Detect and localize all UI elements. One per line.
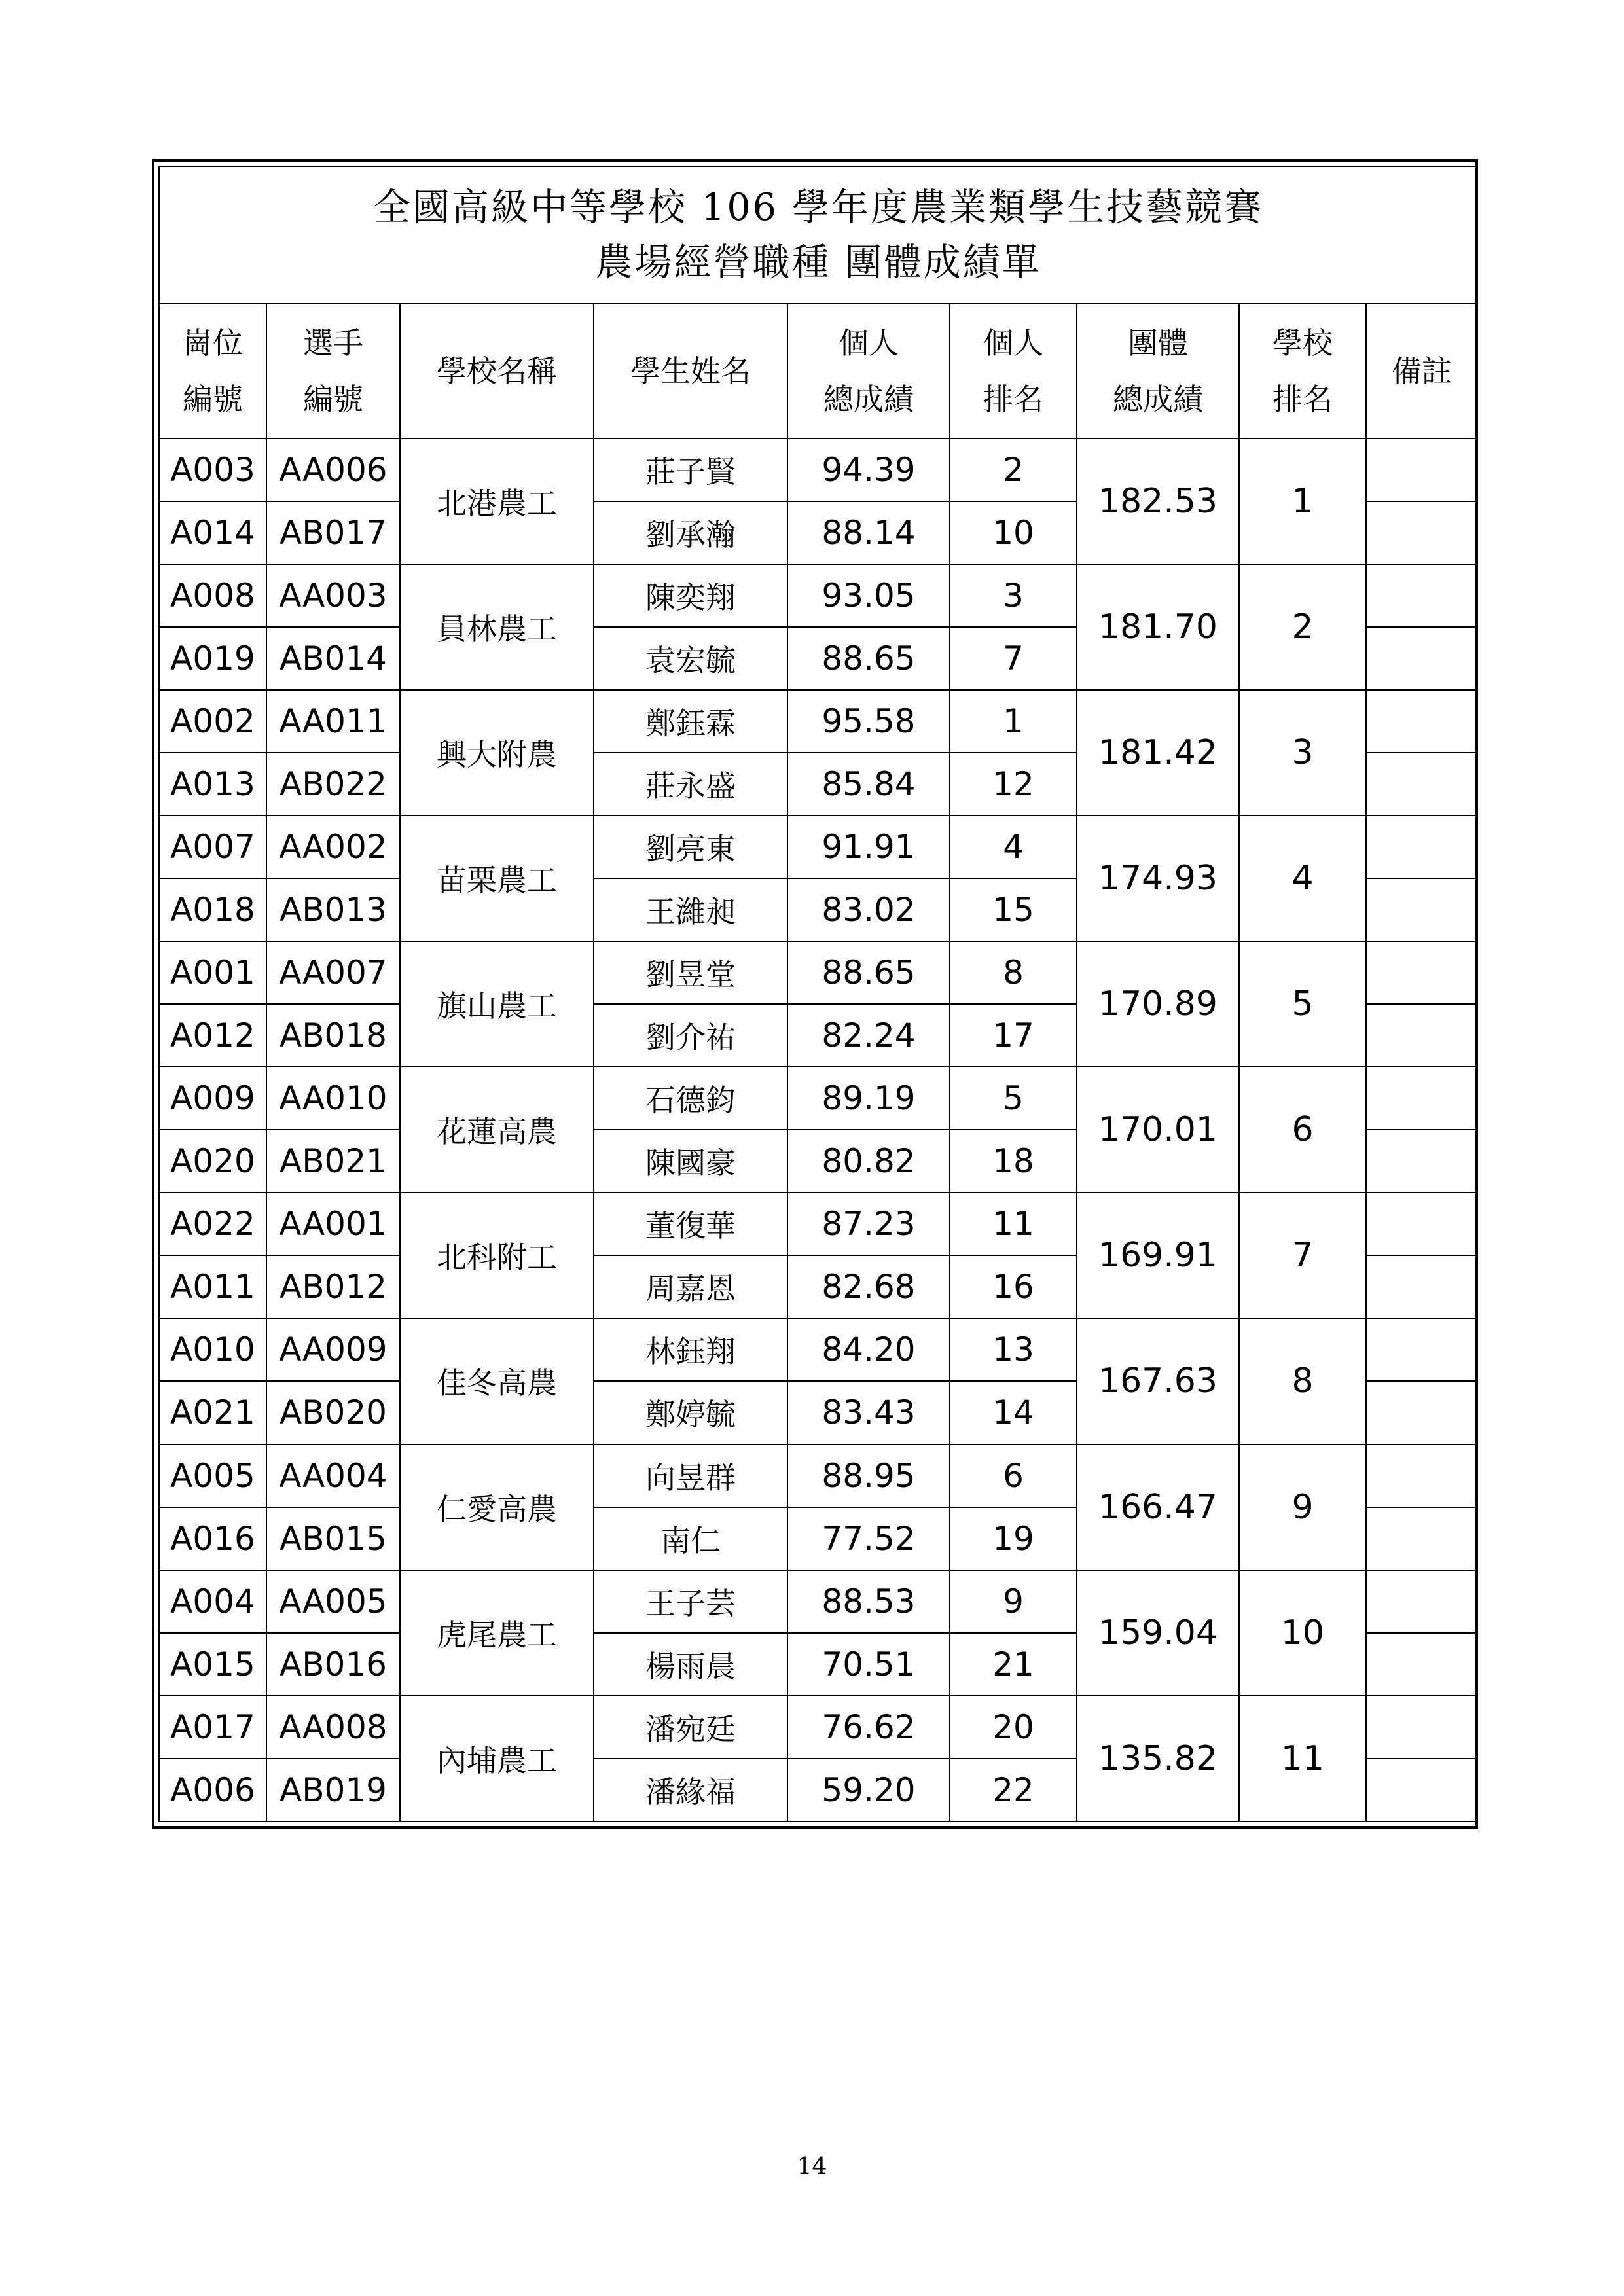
individual-score-cell: 83.02 <box>787 878 950 941</box>
table-row <box>159 439 1477 501</box>
post-id-cell: A019 <box>159 627 266 690</box>
student-name-cell: 楊雨晨 <box>594 1633 787 1696</box>
table-row <box>159 690 1477 753</box>
school-rank-cell: 9 <box>1239 1444 1366 1570</box>
individual-score-cell: 87.23 <box>787 1193 950 1255</box>
individual-score-cell: 83.43 <box>787 1381 950 1444</box>
school-name-cell: 內埔農工 <box>400 1696 594 1821</box>
school-name-cell: 仁愛高農 <box>400 1444 594 1570</box>
document-title <box>159 166 1477 304</box>
school-rank-cell: 8 <box>1239 1318 1366 1444</box>
post-id-cell: A016 <box>159 1507 266 1570</box>
competitor-id-cell: AA006 <box>266 439 400 501</box>
header-competitor-id: 選手 編號 <box>266 304 400 439</box>
competitor-id-cell: AB020 <box>266 1381 400 1444</box>
table-row <box>159 1067 1477 1130</box>
school-rank-cell: 11 <box>1239 1696 1366 1821</box>
student-name-cell: 董復華 <box>594 1193 787 1255</box>
post-id-cell: A004 <box>159 1570 266 1633</box>
individual-score-cell: 88.65 <box>787 627 950 690</box>
remarks-cell <box>1366 1067 1477 1130</box>
individual-rank-cell: 18 <box>950 1130 1077 1193</box>
individual-score-cell: 59.20 <box>787 1759 950 1821</box>
school-name-cell: 花蓮高農 <box>400 1067 594 1193</box>
school-name-cell: 苗栗農工 <box>400 816 594 941</box>
post-id-cell: A014 <box>159 501 266 564</box>
table-row <box>159 941 1477 1004</box>
remarks-cell <box>1366 941 1477 1004</box>
student-name-cell: 石德鈞 <box>594 1067 787 1130</box>
individual-score-cell: 70.51 <box>787 1633 950 1696</box>
student-name-cell: 劉介祐 <box>594 1004 787 1067</box>
individual-rank-cell: 20 <box>950 1696 1077 1759</box>
school-rank-cell: 10 <box>1239 1570 1366 1696</box>
individual-rank-cell: 5 <box>950 1067 1077 1130</box>
page-number: 14 <box>797 2153 827 2180</box>
remarks-cell <box>1366 1130 1477 1193</box>
post-id-cell: A022 <box>159 1193 266 1255</box>
remarks-cell <box>1366 1318 1477 1381</box>
student-name-cell: 林鈺翔 <box>594 1318 787 1381</box>
competitor-id-cell: AB019 <box>266 1759 400 1821</box>
individual-rank-cell: 8 <box>950 941 1077 1004</box>
competitor-id-cell: AB021 <box>266 1130 400 1193</box>
remarks-cell <box>1366 1507 1477 1570</box>
individual-rank-cell: 13 <box>950 1318 1077 1381</box>
post-id-cell: A006 <box>159 1759 266 1821</box>
competitor-id-cell: AA009 <box>266 1318 400 1381</box>
competitor-id-cell: AB017 <box>266 501 400 564</box>
student-name-cell: 南仁 <box>594 1507 787 1570</box>
competitor-id-cell: AB014 <box>266 627 400 690</box>
remarks-cell <box>1366 1193 1477 1255</box>
post-id-cell: A015 <box>159 1633 266 1696</box>
team-total-cell: 170.01 <box>1077 1067 1239 1193</box>
table-row <box>159 816 1477 878</box>
student-name-cell: 劉亮東 <box>594 816 787 878</box>
school-name-cell: 旗山農工 <box>400 941 594 1067</box>
team-total-cell: 135.82 <box>1077 1696 1239 1821</box>
remarks-cell <box>1366 690 1477 753</box>
competitor-id-cell: AA002 <box>266 816 400 878</box>
individual-score-cell: 94.39 <box>787 439 950 501</box>
post-id-cell: A007 <box>159 816 266 878</box>
individual-rank-cell: 2 <box>950 439 1077 501</box>
individual-score-cell: 88.65 <box>787 941 950 1004</box>
individual-rank-cell: 10 <box>950 501 1077 564</box>
remarks-cell <box>1366 1381 1477 1444</box>
remarks-cell <box>1366 439 1477 501</box>
remarks-cell <box>1366 1633 1477 1696</box>
school-name-cell: 興大附農 <box>400 690 594 816</box>
post-id-cell: A010 <box>159 1318 266 1381</box>
school-name-cell: 北港農工 <box>400 439 594 564</box>
individual-score-cell: 77.52 <box>787 1507 950 1570</box>
individual-score-cell: 76.62 <box>787 1696 950 1759</box>
individual-rank-cell: 11 <box>950 1193 1077 1255</box>
team-total-cell: 182.53 <box>1077 439 1239 564</box>
student-name-cell: 王濰昶 <box>594 878 787 941</box>
individual-score-cell: 88.53 <box>787 1570 950 1633</box>
school-rank-cell: 3 <box>1239 690 1366 816</box>
results-body <box>159 439 1477 1821</box>
competitor-id-cell: AB016 <box>266 1633 400 1696</box>
student-name-cell: 莊永盛 <box>594 753 787 816</box>
individual-rank-cell: 4 <box>950 816 1077 878</box>
competitor-id-cell: AB018 <box>266 1004 400 1067</box>
team-total-cell: 181.70 <box>1077 564 1239 690</box>
header-school: 學校名稱 <box>400 304 594 439</box>
title-line-2: 農場經營職種 團體成績單 <box>595 241 1041 284</box>
remarks-cell <box>1366 564 1477 627</box>
results-frame <box>152 159 1478 1829</box>
results-table <box>158 166 1478 1822</box>
school-name-cell: 北科附工 <box>400 1193 594 1318</box>
student-name-cell: 鄭鈺霖 <box>594 690 787 753</box>
table-row <box>159 1318 1477 1381</box>
individual-rank-cell: 7 <box>950 627 1077 690</box>
post-id-cell: A013 <box>159 753 266 816</box>
post-id-cell: A002 <box>159 690 266 753</box>
remarks-cell <box>1366 1759 1477 1821</box>
header-student: 學生姓名 <box>594 304 787 439</box>
individual-score-cell: 84.20 <box>787 1318 950 1381</box>
individual-score-cell: 89.19 <box>787 1067 950 1130</box>
individual-score-cell: 85.84 <box>787 753 950 816</box>
team-total-cell: 170.89 <box>1077 941 1239 1067</box>
school-name-cell: 員林農工 <box>400 564 594 690</box>
competitor-id-cell: AA011 <box>266 690 400 753</box>
team-total-cell: 167.63 <box>1077 1318 1239 1444</box>
post-id-cell: A008 <box>159 564 266 627</box>
header-remarks: 備註 <box>1366 304 1477 439</box>
individual-rank-cell: 16 <box>950 1255 1077 1318</box>
school-name-cell: 虎尾農工 <box>400 1570 594 1696</box>
individual-rank-cell: 6 <box>950 1444 1077 1507</box>
individual-score-cell: 82.24 <box>787 1004 950 1067</box>
team-total-cell: 174.93 <box>1077 816 1239 941</box>
student-name-cell: 袁宏毓 <box>594 627 787 690</box>
school-name-cell: 佳冬高農 <box>400 1318 594 1444</box>
individual-rank-cell: 9 <box>950 1570 1077 1633</box>
competitor-id-cell: AA001 <box>266 1193 400 1255</box>
student-name-cell: 莊子賢 <box>594 439 787 501</box>
competitor-id-cell: AA003 <box>266 564 400 627</box>
table-row <box>159 564 1477 627</box>
title-line-1: 全國高級中等學校 106 學年度農業類學生技藝競賽 <box>373 186 1264 229</box>
individual-score-cell: 82.68 <box>787 1255 950 1318</box>
student-name-cell: 潘緣福 <box>594 1759 787 1821</box>
student-name-cell: 鄭婷毓 <box>594 1381 787 1444</box>
student-name-cell: 陳國豪 <box>594 1130 787 1193</box>
individual-rank-cell: 15 <box>950 878 1077 941</box>
student-name-cell: 向昱群 <box>594 1444 787 1507</box>
individual-rank-cell: 12 <box>950 753 1077 816</box>
team-total-cell: 169.91 <box>1077 1193 1239 1318</box>
post-id-cell: A012 <box>159 1004 266 1067</box>
competitor-id-cell: AB022 <box>266 753 400 816</box>
table-row <box>159 1570 1477 1633</box>
remarks-cell <box>1366 1255 1477 1318</box>
competitor-id-cell: AB012 <box>266 1255 400 1318</box>
post-id-cell: A018 <box>159 878 266 941</box>
team-total-cell: 159.04 <box>1077 1570 1239 1696</box>
post-id-cell: A003 <box>159 439 266 501</box>
school-rank-cell: 5 <box>1239 941 1366 1067</box>
individual-rank-cell: 22 <box>950 1759 1077 1821</box>
individual-score-cell: 88.14 <box>787 501 950 564</box>
post-id-cell: A011 <box>159 1255 266 1318</box>
remarks-cell <box>1366 1004 1477 1067</box>
student-name-cell: 王子芸 <box>594 1570 787 1633</box>
table-row <box>159 1696 1477 1759</box>
individual-score-cell: 95.58 <box>787 690 950 753</box>
team-total-cell: 181.42 <box>1077 690 1239 816</box>
student-name-cell: 周嘉恩 <box>594 1255 787 1318</box>
school-rank-cell: 1 <box>1239 439 1366 564</box>
header-team-total: 團體 總成績 <box>1077 304 1239 439</box>
header-individual-total: 個人 總成績 <box>787 304 950 439</box>
remarks-cell <box>1366 1444 1477 1507</box>
post-id-cell: A021 <box>159 1381 266 1444</box>
individual-rank-cell: 19 <box>950 1507 1077 1570</box>
post-id-cell: A020 <box>159 1130 266 1193</box>
competitor-id-cell: AA010 <box>266 1067 400 1130</box>
school-rank-cell: 2 <box>1239 564 1366 690</box>
remarks-cell <box>1366 627 1477 690</box>
individual-score-cell: 88.95 <box>787 1444 950 1507</box>
competitor-id-cell: AA007 <box>266 941 400 1004</box>
remarks-cell <box>1366 753 1477 816</box>
post-id-cell: A009 <box>159 1067 266 1130</box>
post-id-cell: A017 <box>159 1696 266 1759</box>
individual-rank-cell: 17 <box>950 1004 1077 1067</box>
competitor-id-cell: AA004 <box>266 1444 400 1507</box>
competitor-id-cell: AB013 <box>266 878 400 941</box>
student-name-cell: 潘宛廷 <box>594 1696 787 1759</box>
individual-score-cell: 93.05 <box>787 564 950 627</box>
school-rank-cell: 4 <box>1239 816 1366 941</box>
school-rank-cell: 7 <box>1239 1193 1366 1318</box>
student-name-cell: 陳奕翔 <box>594 564 787 627</box>
remarks-cell <box>1366 1570 1477 1633</box>
table-row <box>159 1193 1477 1255</box>
student-name-cell: 劉昱堂 <box>594 941 787 1004</box>
individual-rank-cell: 21 <box>950 1633 1077 1696</box>
table-row <box>159 1444 1477 1507</box>
remarks-cell <box>1366 501 1477 564</box>
individual-score-cell: 80.82 <box>787 1130 950 1193</box>
remarks-cell <box>1366 816 1477 878</box>
header-post-id: 崗位 編號 <box>159 304 266 439</box>
team-total-cell: 166.47 <box>1077 1444 1239 1570</box>
student-name-cell: 劉承瀚 <box>594 501 787 564</box>
competitor-id-cell: AA008 <box>266 1696 400 1759</box>
individual-score-cell: 91.91 <box>787 816 950 878</box>
competitor-id-cell: AB015 <box>266 1507 400 1570</box>
school-rank-cell: 6 <box>1239 1067 1366 1193</box>
remarks-cell <box>1366 878 1477 941</box>
individual-rank-cell: 3 <box>950 564 1077 627</box>
post-id-cell: A001 <box>159 941 266 1004</box>
header-school-rank: 學校 排名 <box>1239 304 1366 439</box>
post-id-cell: A005 <box>159 1444 266 1507</box>
competitor-id-cell: AA005 <box>266 1570 400 1633</box>
individual-rank-cell: 14 <box>950 1381 1077 1444</box>
individual-rank-cell: 1 <box>950 690 1077 753</box>
remarks-cell <box>1366 1696 1477 1759</box>
header-individual-rank: 個人 排名 <box>950 304 1077 439</box>
